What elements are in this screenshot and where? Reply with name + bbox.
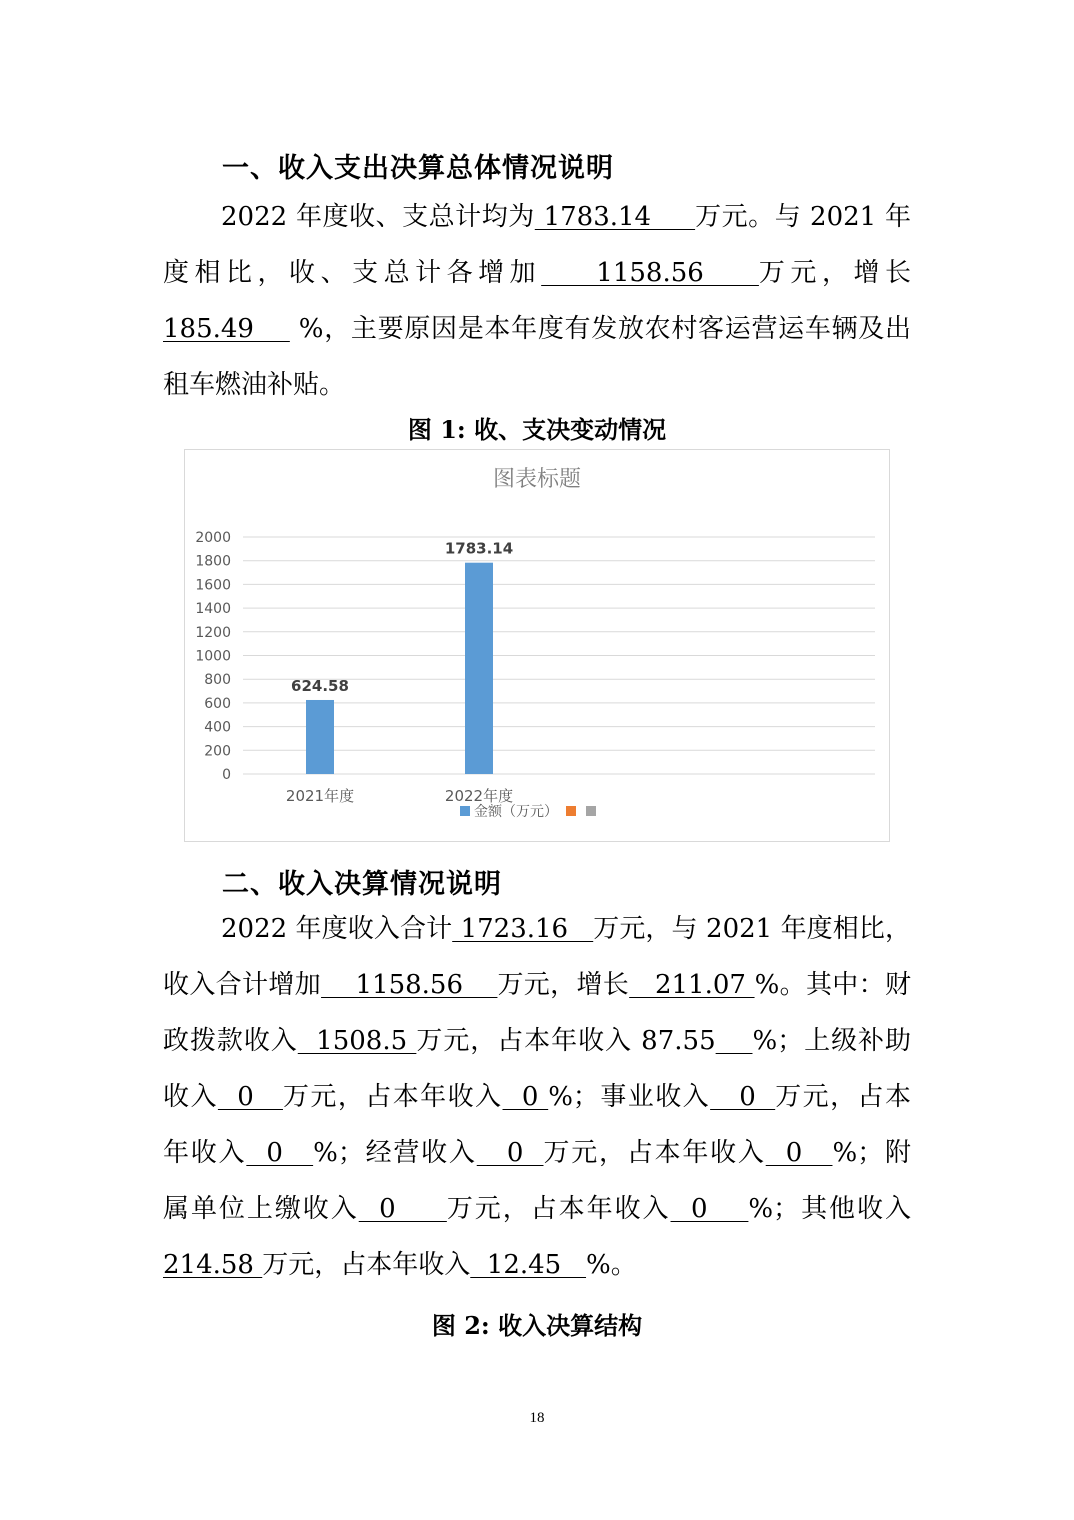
y-tick-label: 1200 (195, 624, 231, 641)
text-run: 属单位上缴收入 (163, 1194, 359, 1224)
fill-in-value: 214.58 (163, 1250, 263, 1280)
paragraph-line (163, 1237, 911, 1293)
bar (465, 563, 493, 774)
text-run: %。 (586, 1250, 637, 1280)
fill-in-value: 1783.14 (534, 202, 696, 232)
fill-in-value (716, 1026, 753, 1056)
text-run: %。其中：财 (754, 970, 911, 1000)
fill-in-value: 211.07 (629, 970, 755, 1000)
text-run: 租车燃油补贴。 (163, 370, 346, 400)
text-run: %；附 (832, 1138, 911, 1168)
fill-in-value: 0 (246, 1138, 314, 1168)
y-tick-label: 1000 (195, 648, 231, 665)
income-expense-chart (184, 449, 890, 842)
fill-in-value: 0 (217, 1082, 283, 1112)
y-tick-label: 800 (204, 672, 231, 689)
text-run: 万元，占本年收入 87.55 (416, 1026, 716, 1056)
y-tick-label: 2000 (195, 530, 231, 546)
text-run: 万元，增长 (497, 970, 630, 1000)
fill-in-value: 12.45 (470, 1250, 587, 1280)
text-run: 年收入 (163, 1138, 247, 1168)
data-label: 1783.14 (444, 539, 514, 558)
fill-in-value: 0 (358, 1194, 447, 1224)
fill-in-value: 1158.56 (541, 258, 759, 288)
data-label: 624.58 (291, 676, 349, 695)
section2-paragraph (163, 901, 911, 1293)
fill-in-value: 1508.5 (297, 1026, 417, 1056)
paragraph-line (163, 957, 911, 1013)
y-tick-label: 1800 (195, 553, 231, 570)
chart-svg (185, 450, 889, 841)
text-run: 万元。与 2021 年 (695, 202, 911, 232)
fill-in-value: 1158.56 (321, 970, 498, 1000)
fill-in-value: 185.49 (163, 314, 290, 344)
x-tick-label: 2021年度 (285, 787, 355, 805)
paragraph-line (163, 1181, 911, 1237)
text-run: 万元，增长 (758, 258, 911, 288)
fill-in-value: 0 (476, 1138, 544, 1168)
legend-swatch (460, 806, 470, 816)
text-run: 万元，占本年收入 (446, 1194, 671, 1224)
section2-heading: 二、收入决算情况说明 (222, 869, 502, 900)
paragraph-line (163, 1013, 911, 1069)
fill-in-value: 0 (710, 1082, 776, 1112)
text-run: 收入 (163, 1082, 218, 1112)
fill-in-value: 1723.16 (452, 914, 594, 944)
y-tick-label: 0 (222, 767, 231, 783)
text-run: 万元，占本年收入 (262, 1250, 471, 1280)
section1-heading: 一、收入支出决算总体情况说明 (222, 153, 614, 184)
paragraph-line (163, 357, 911, 413)
y-tick-label: 600 (204, 695, 231, 712)
page-number: 18 (529, 1410, 545, 1426)
y-tick-label: 400 (204, 719, 231, 736)
y-tick-label: 1400 (195, 601, 231, 618)
y-tick-label: 1600 (195, 577, 231, 594)
bar (306, 700, 334, 774)
legend-swatch (566, 806, 576, 816)
text-run: %，主要原因是本年度有发放农村客运营运车辆及出 (289, 314, 911, 344)
x-tick-label: 2022年度 (444, 787, 514, 805)
text-run: 万元，占本年收入 (282, 1082, 503, 1112)
text-run: 2022 年度收、支总计均为 (221, 202, 535, 232)
text-run: 度相比，收、支总计各增加 (163, 258, 542, 288)
paragraph-line (163, 1125, 911, 1181)
y-tick-label: 200 (204, 743, 231, 760)
text-run: %；上级补助 (752, 1026, 911, 1056)
section1-paragraph (163, 189, 911, 413)
text-run: %；经营收入 (313, 1138, 477, 1168)
text-run: 收入合计增加 (163, 970, 322, 1000)
fill-in-value: 0 (502, 1082, 549, 1112)
text-run: %；其他收入 (748, 1194, 911, 1224)
fill-in-value: 0 (765, 1138, 833, 1168)
paragraph-line (163, 301, 911, 357)
text-run: 2022 年度收入合计 (221, 914, 453, 944)
paragraph-line (163, 901, 911, 957)
paragraph-line (163, 189, 911, 245)
legend-swatch (586, 806, 596, 816)
figure2-caption: 图 2: 收入决算结构 (431, 1311, 643, 1340)
text-run: 政拨款收入 (163, 1026, 298, 1056)
text-run: %；事业收入 (548, 1082, 711, 1112)
legend-label: 金额（万元） (474, 804, 558, 820)
text-run: 万元，占本年收入 (543, 1138, 766, 1168)
paragraph-line (163, 245, 911, 301)
chart-title: 图表标题 (492, 467, 582, 492)
text-run: 万元，与 2021 年度相比， (593, 914, 911, 944)
paragraph-line (163, 1069, 911, 1125)
text-run: 万元，占本 (775, 1082, 911, 1112)
fill-in-value: 0 (670, 1194, 749, 1224)
figure1-caption: 图 1: 收、支决变动情况 (407, 415, 667, 444)
